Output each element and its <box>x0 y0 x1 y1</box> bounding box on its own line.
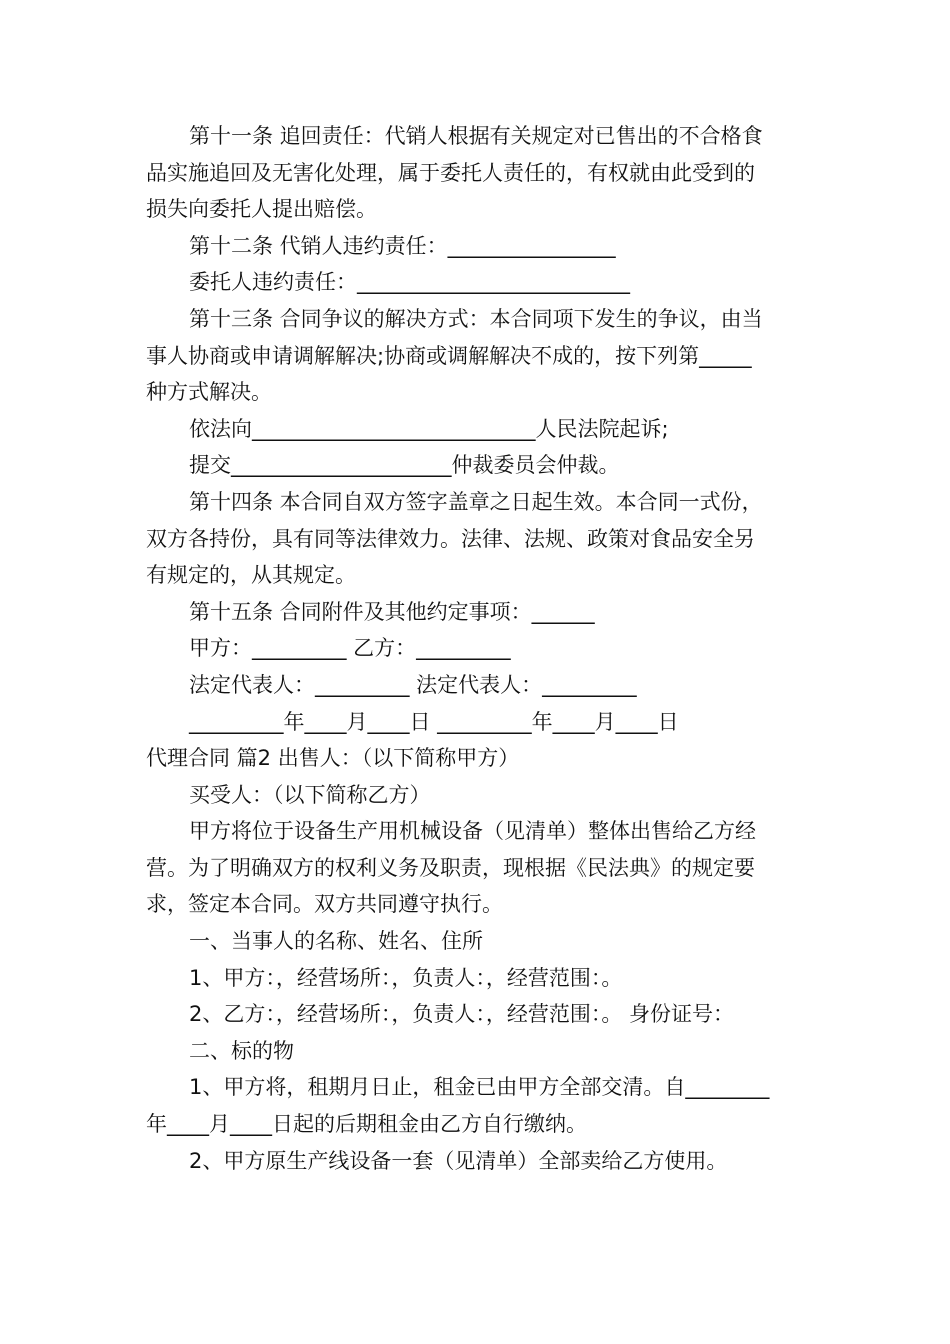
clause-11-line-2: 品实施追回及无害化处理，属于委托人责任的，有权就由此受到的 <box>146 160 755 185</box>
court-option: 依法向___________________________人民法院起诉; <box>189 416 669 441</box>
section-1-heading: 一、当事人的名称、姓名、住所 <box>189 929 483 954</box>
subject-item-1-line-2: 年____月____日起的后期租金由乙方自行缴纳。 <box>146 1112 587 1137</box>
preamble-line-2: 营。为了明确双方的权利义务及职责，现根据《民法典》的规定要 <box>146 855 755 880</box>
signature-parties: 甲方：_________ 乙方：_________ <box>189 636 511 661</box>
clause-12-agent-liability: 第十二条 代销人违约责任：________________ <box>189 233 616 258</box>
clause-13-line-3: 种方式解决。 <box>146 380 272 405</box>
subject-item-2: 2、甲方原生产线设备一套（见清单）全部卖给乙方使用。 <box>189 1148 728 1173</box>
clause-11-line-3: 损失向委托人提出赔偿。 <box>146 197 377 222</box>
clause-14-line-3: 有规定的，从其规定。 <box>146 563 356 588</box>
clause-13-line-1: 第十三条 合同争议的解决方式：本合同项下发生的争议，由当 <box>189 306 763 331</box>
contract-2-header: 代理合同 篇2 出售人：（以下简称甲方） <box>146 746 520 771</box>
clause-13-line-2: 事人协商或申请调解解决;协商或调解解决不成的，按下列第_____ <box>146 343 752 368</box>
clause-12-principal-liability: 委托人违约责任：__________________________ <box>189 270 630 295</box>
signature-representatives: 法定代表人：_________ 法定代表人：_________ <box>189 672 637 697</box>
clause-11-line-1: 第十一条 追回责任：代销人根据有关规定对已售出的不合格食 <box>189 124 763 148</box>
clause-15: 第十五条 合同附件及其他约定事项：______ <box>189 599 595 624</box>
preamble-line-3: 求，签定本合同。双方共同遵守执行。 <box>146 892 503 917</box>
party-b-info: 2、乙方：，经营场所：，负责人：，经营范围：。 身份证号： <box>189 1002 735 1027</box>
preamble-line-1: 甲方将位于设备生产用机械设备（见清单）整体出售给乙方经 <box>189 819 756 844</box>
party-a-info: 1、甲方：，经营场所：，负责人：，经营范围：。 <box>189 965 623 990</box>
buyer-line: 买受人：（以下简称乙方） <box>189 782 431 807</box>
signature-dates: _________年____月____日 _________年____月____日 <box>189 709 679 734</box>
clause-14-line-1: 第十四条 本合同自双方签字盖章之日起生效。本合同一式份， <box>189 489 763 514</box>
arbitration-option: 提交_____________________仲裁委员会仲裁。 <box>189 453 620 478</box>
clause-14-line-2: 双方各持份，具有同等法律效力。法律、法规、政策对食品安全另 <box>146 526 755 551</box>
document-page <box>146 118 808 1179</box>
subject-item-1-line-1: 1、甲方将，租期月日止，租金已由甲方全部交清。自________ <box>189 1075 770 1100</box>
section-2-heading: 二、标的物 <box>189 1038 294 1063</box>
